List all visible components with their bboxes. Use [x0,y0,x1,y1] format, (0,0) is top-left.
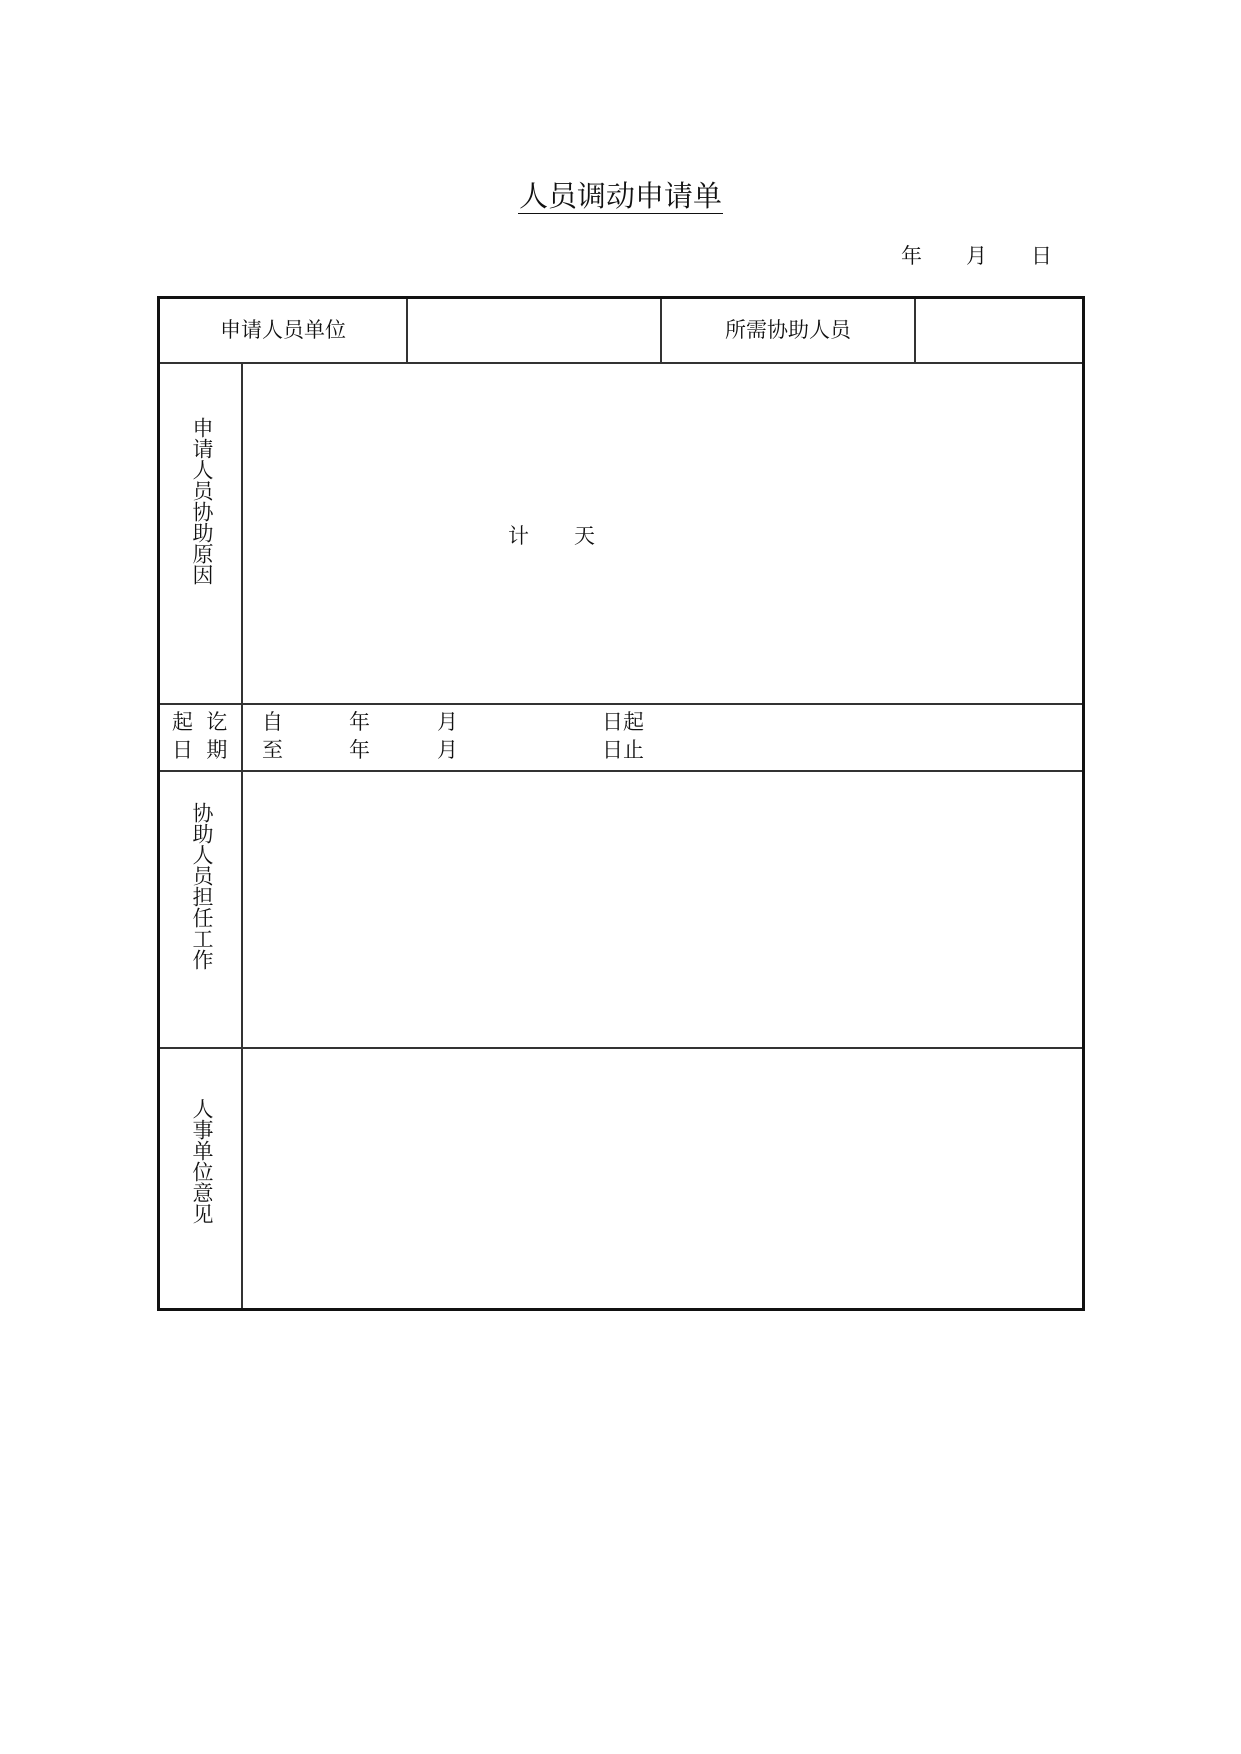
document-title [0,178,1241,214]
reason-field[interactable] [243,365,1080,701]
row-divider-4 [160,1047,1082,1049]
required-assistants-field[interactable] [916,316,1082,344]
transfer-request-form [157,296,1085,1311]
duties-label: 协助人员担任工作 [190,802,214,970]
reason-label: 申请人员协助原因 [190,417,214,585]
hr-opinion-field[interactable] [243,1050,1080,1306]
date-year-label: 年 [901,244,922,268]
applicant-unit-field[interactable] [408,316,660,344]
end-day-label: 日止 [602,738,644,762]
duties-field[interactable] [243,773,1080,1045]
total-label: 计 [508,524,529,548]
to-year-label: 年 [349,738,370,762]
from-label: 自 [262,710,283,734]
from-month-label: 月 [437,710,458,734]
document-title-text: 人员调动申请单 [518,179,722,213]
period-label-line1: 起 讫 [172,710,228,734]
to-label: 至 [262,738,283,762]
date-month-label: 月 [966,244,987,268]
row-divider-2 [160,703,1082,705]
hr-opinion-label: 人事单位意见 [190,1098,214,1224]
required-assistants-label: 所需协助人员 [725,318,851,342]
days-label: 天 [574,524,595,548]
date-day-label: 日 [1031,244,1052,268]
applicant-unit-label: 申请人员单位 [220,318,346,342]
to-month-label: 月 [437,738,458,762]
row-divider-1 [160,362,1082,364]
row-divider-3 [160,770,1082,772]
from-year-label: 年 [349,710,370,734]
period-label-line2: 日 期 [172,738,228,762]
start-day-label: 日起 [602,710,644,734]
